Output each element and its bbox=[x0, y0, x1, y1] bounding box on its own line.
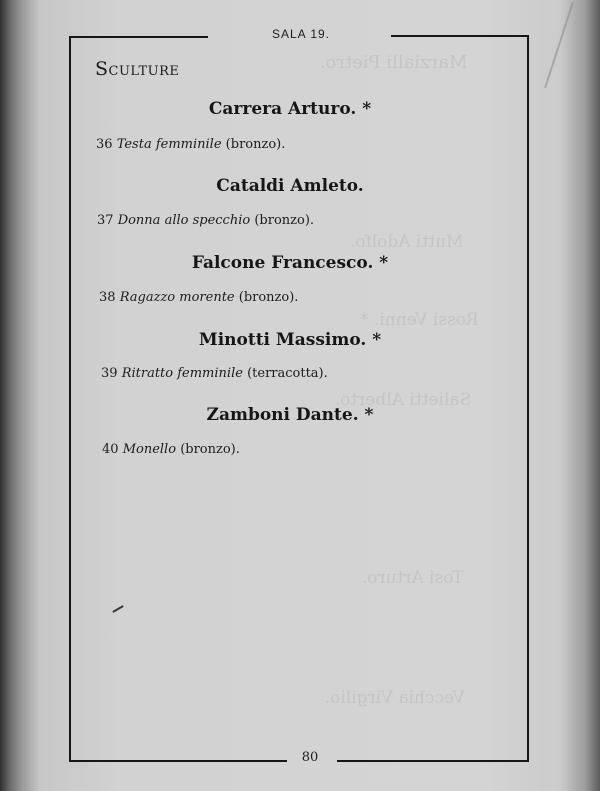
page-number: 80 bbox=[301, 750, 319, 765]
bleed-through: Salietti Alberto. bbox=[335, 390, 472, 410]
page-crease bbox=[544, 2, 574, 88]
work-title: Testa femminile bbox=[116, 137, 222, 152]
entry-number: 38 bbox=[99, 290, 116, 305]
artist-name: Zamboni Dante. * bbox=[206, 405, 374, 425]
work-medium: (bronzo). bbox=[238, 290, 299, 305]
artist-name: Carrera Arturo. * bbox=[208, 99, 372, 119]
work-medium: (bronzo). bbox=[225, 137, 286, 152]
work-medium: (terracotta). bbox=[247, 366, 328, 381]
bleed-through: Vecchia Virgilio. bbox=[325, 688, 465, 708]
work-title: Monello bbox=[122, 442, 177, 457]
frame-rule bbox=[70, 760, 287, 762]
entry-number: 37 bbox=[97, 213, 114, 228]
work-medium: (bronzo). bbox=[254, 213, 315, 228]
section-title: Sculture bbox=[95, 58, 180, 80]
artist-name: Falcone Francesco. * bbox=[191, 253, 389, 273]
frame-rule bbox=[69, 36, 71, 762]
entry-number: 39 bbox=[101, 366, 118, 381]
catalogue-entry bbox=[102, 442, 240, 457]
pencil-mark bbox=[112, 605, 123, 613]
catalogue-entry bbox=[101, 366, 328, 381]
frame-rule bbox=[337, 760, 528, 762]
frame-rule bbox=[70, 36, 208, 38]
frame-rule bbox=[527, 35, 529, 762]
entry-number: 36 bbox=[96, 137, 113, 152]
work-medium: (bronzo). bbox=[180, 442, 240, 457]
artist-name: Cataldi Amleto. bbox=[216, 176, 364, 196]
bleed-through: Mutti Adolfo. bbox=[350, 232, 464, 252]
entry-number: 40 bbox=[102, 442, 119, 457]
room-header: SALA 19. bbox=[271, 27, 331, 41]
bleed-through: Tosi Arturo. bbox=[362, 568, 464, 588]
bleed-through: Marzialli Pietro. bbox=[320, 52, 468, 73]
catalogue-entry bbox=[97, 213, 314, 228]
work-title: Ragazzo morente bbox=[119, 290, 235, 305]
artist-name: Minotti Massimo. * bbox=[198, 330, 382, 350]
catalogue-entry bbox=[99, 290, 298, 305]
work-title: Ritratto femminile bbox=[121, 366, 243, 381]
catalogue-entry bbox=[96, 137, 285, 152]
bleed-through: Rossi Venni. * bbox=[360, 310, 479, 330]
frame-rule bbox=[391, 35, 528, 37]
work-title: Donna allo specchio bbox=[117, 213, 251, 228]
